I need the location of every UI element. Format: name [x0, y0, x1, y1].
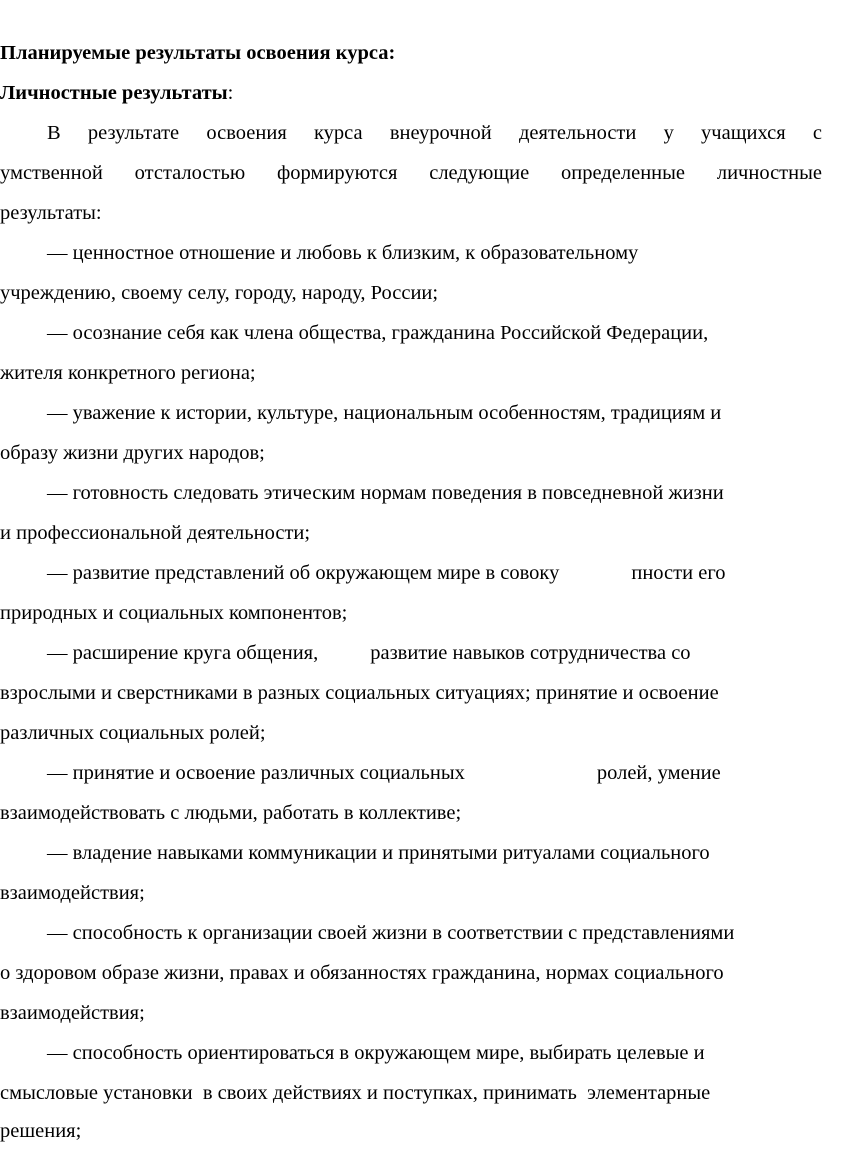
list-item-10-line-2: смысловые установки в своих действиях и поступках, принимать элементарные	[0, 1082, 711, 1104]
list-item-5-line-2: природных и социальных компонентов;	[0, 602, 348, 624]
list-item-5-line-1	[47, 560, 867, 586]
intro-word: формируются	[276, 162, 398, 184]
list-item-1-line-2: учреждению, своему селу, городу, народу, России;	[0, 282, 439, 304]
list-item-3-line-2: образу жизни других народов;	[0, 442, 265, 464]
subheading: Личностные результаты	[0, 82, 228, 104]
intro-word: внеурочной	[389, 122, 492, 144]
intro-word: отсталостью	[134, 162, 246, 184]
list-item-8-line-1: — владение навыками коммуникации и принятыми ритуалами социального	[47, 842, 710, 864]
list-item-5-part-b: пности его	[631, 562, 726, 584]
list-item-7-part-a: — принятие и освоение различных социальных	[47, 762, 465, 784]
list-item-6-line-3: различных социальных ролей;	[0, 722, 266, 744]
intro-word: деятельности	[519, 122, 637, 144]
list-item-6-line-2: взрослыми и сверстниками в разных социальных ситуациях; принятие и освоение	[0, 682, 719, 704]
list-item-5-part-a: — развитие представлений об окружающем мире в совоку	[47, 562, 560, 584]
list-item-7-line-2: взаимодействовать с людьми, работать в коллективе;	[0, 802, 462, 824]
list-item-9-line-2: о здоровом образе жизни, правах и обязанностях гражданина, нормах социального	[0, 962, 724, 984]
section-heading: Планируемые результаты освоения курса:	[0, 42, 396, 64]
intro-line-2	[0, 160, 822, 186]
list-item-6-part-b: развитие навыков сотрудничества со	[370, 642, 691, 664]
list-item-2-line-1: — осознание себя как члена общества, гражданина Российской Федерации,	[47, 322, 709, 344]
list-item-2-line-2: жителя конкретного региона;	[0, 362, 256, 384]
list-item-9-line-1: — способность к организации своей жизни в соответствии с представлениями	[47, 922, 735, 944]
list-item-9-line-3: взаимодействия;	[0, 1002, 145, 1024]
intro-word: курса	[313, 122, 363, 144]
subheading-colon: :	[227, 82, 234, 104]
intro-word: с	[812, 122, 822, 144]
list-item-6-line-1	[47, 640, 867, 666]
intro-word: учащихся	[701, 122, 786, 144]
intro-word: освоения	[206, 122, 287, 144]
intro-word: у	[663, 122, 674, 144]
list-item-4-line-1: — готовность следовать этическим нормам поведения в повседневной жизни	[47, 482, 724, 504]
intro-word: личностные	[716, 162, 822, 184]
intro-word: результате	[87, 122, 180, 144]
list-item-6-part-a: — расширение круга общения,	[47, 642, 319, 664]
list-item-7-part-b: ролей, умение	[596, 762, 721, 784]
intro-line-3: результаты:	[0, 202, 102, 224]
intro-line-1	[47, 120, 822, 146]
subheading-line	[0, 80, 820, 106]
intro-word: следующие	[429, 162, 530, 184]
intro-word: определенные	[561, 162, 686, 184]
list-item-3-line-1: — уважение к истории, культуре, национальным особенностям, традициям и	[47, 402, 722, 424]
list-item-10-line-1: — способность ориентироваться в окружающем мире, выбирать целевые и	[47, 1042, 705, 1064]
list-item-1-line-1: — ценностное отношение и любовь к близким, к образовательному	[47, 242, 639, 264]
list-item-8-line-2: взаимодействия;	[0, 882, 145, 904]
list-item-10-line-3: решения;	[0, 1120, 82, 1142]
intro-word: В	[47, 122, 61, 144]
list-item-7-line-1	[47, 760, 867, 786]
list-item-4-line-2: и профессиональной деятельности;	[0, 522, 311, 544]
intro-word: умственной	[0, 162, 103, 184]
